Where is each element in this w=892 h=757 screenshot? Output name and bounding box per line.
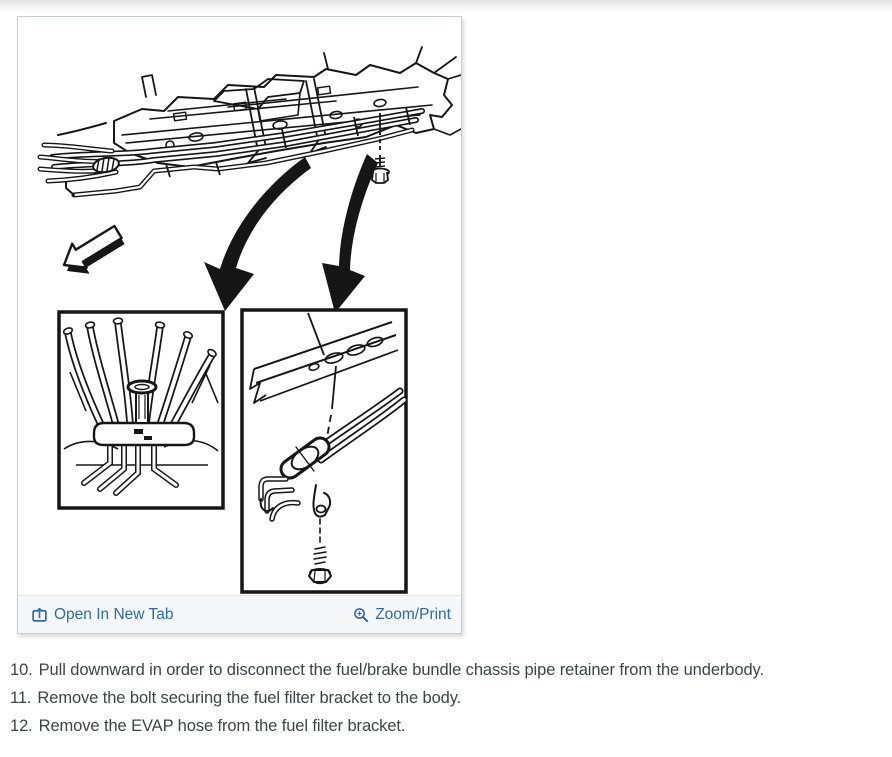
diagram-panel	[17, 16, 462, 634]
step-11	[10, 684, 882, 712]
open-in-new-tab-label: Open In New Tab	[54, 605, 174, 623]
zoom-print-label: Zoom/Print	[375, 605, 451, 623]
instruction-steps	[10, 656, 882, 740]
step-text: Remove the EVAP hose from the fuel filter bracket.	[38, 717, 406, 735]
step-text: Remove the bolt securing the fuel filter bracket to the body.	[37, 689, 462, 707]
underbody-diagram	[18, 17, 461, 595]
underbody-illustration	[18, 17, 461, 595]
page-top-fade	[0, 0, 892, 14]
detail-inset-fuel-filter-bracket-bolt	[242, 310, 406, 592]
step-text: Pull downward in order to disconnect the fuel/brake bundle chassis pipe retainer from the underbody.	[38, 661, 764, 679]
direction-arrow-down-left	[64, 226, 125, 274]
step-number: 11.	[10, 689, 32, 707]
solid-curved-arrow-left	[204, 157, 311, 311]
open-in-new-tab-icon	[31, 606, 48, 623]
step-number: 12.	[10, 717, 33, 735]
magnifier-plus-icon	[353, 607, 369, 623]
open-in-new-tab-link[interactable]	[31, 606, 173, 624]
detail-inset-pipe-retainer	[59, 312, 223, 508]
step-12	[10, 712, 882, 740]
zoom-print-link[interactable]	[353, 606, 451, 624]
diagram-toolbar	[18, 595, 461, 633]
solid-curved-arrows	[204, 154, 378, 313]
step-10	[10, 656, 882, 684]
solid-curved-arrow-right	[322, 154, 378, 313]
step-number: 10.	[10, 661, 33, 679]
